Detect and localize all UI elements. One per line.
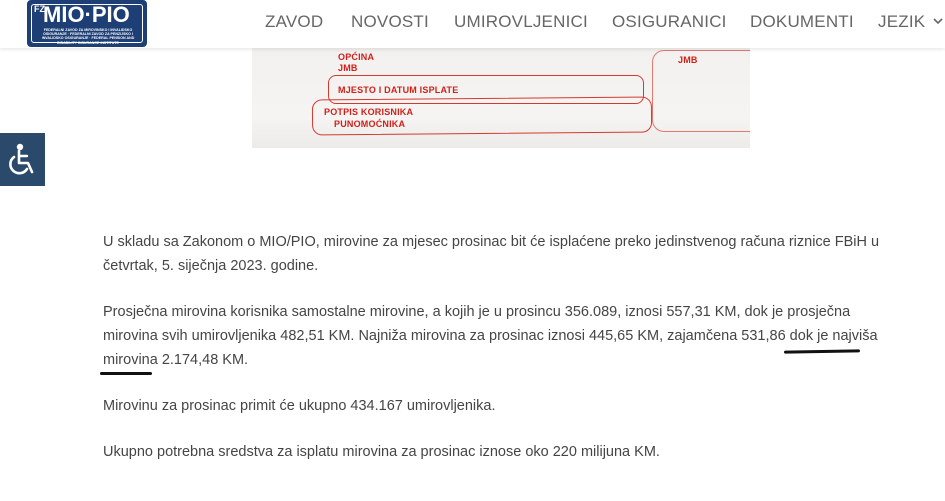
form-label-mjesto: MJESTO I DATUM ISPLATE [338,85,459,95]
wheelchair-icon [0,133,45,186]
form-label-potpis: POTPIS KORISNIKA [324,107,414,117]
mio-pio-logo[interactable] [27,0,147,47]
logo-fz-mark: FZ [34,4,45,14]
logo-subtitle: FEDERALNI ZAVOD ZA MIROVINSKO I INVALIDSKO OSIGURANJE · FEDERALNI ZAVOD ZA PENZIJSKO I INVALIDSKO OSIGURANJE · FEDERAL PENSION AND DISABILITY INSURANCE INSTITUTE [41,28,135,45]
nav-item-dokumenti[interactable]: DOKUMENTI [750,12,854,31]
article-paragraph-recipients: Mirovinu za prosinac primit će ukupno 434.167 umirovljenika. [103,398,496,414]
nav-item-novosti[interactable]: NOVOSTI [351,12,429,31]
averages-text-1: Prosječna mirovina korisnika samostalne mirovine, a kojih je u prosincu 356.089, iznosi 557,31 KM, dok je prosječna mirovina svih umirovljenika 482,51 KM. Najniža mirovina za prosinac iznosi 445,65 KM, [103,304,851,344]
nav-item-umirovljenici[interactable]: UMIROVLJENICI [454,12,588,31]
form-label-punomocnika: PUNOMOĆNIKA [334,119,406,129]
guaranteed-word: zajamčena [667,328,738,344]
payment-slip-image [252,48,750,148]
form-label-jmb-right: JMB [678,55,698,65]
nav-item-zavod[interactable]: ZAVOD [265,12,324,31]
underline-mark-amount [100,372,152,375]
chevron-down-icon [933,14,943,28]
guaranteed-amount: 531,86 [741,328,786,344]
accessibility-button[interactable] [0,133,45,186]
article-paragraph-total-funds: Ukupno potrebna sredstva za isplatu mirovina za prosinac iznose oko 220 milijuna KM. [103,444,660,460]
nav-item-osiguranici[interactable]: OSIGURANICI [612,12,727,31]
nav-item-jezik-label: JEZIK [878,12,926,31]
logo-title: MIO·PIO [43,2,130,27]
nav-item-jezik[interactable] [878,12,943,32]
form-label-jmb-left: JMB [338,63,358,73]
form-label-opcina: OPĆINA [338,52,375,62]
article-paragraph-payment-date: U skladu sa Zakonom o MIO/PIO, mirovine za mjesec prosinac bit će isplaćene preko jedinstvenog računa riznice FBiH u četvrtak, 5. siječnja 2023. godine. [103,234,880,274]
form-box-right [652,50,750,132]
article-paragraph-averages [103,300,903,372]
article-body [103,230,903,486]
site-header [0,0,945,48]
averages-text-2: dok je najviša mirovina 2.174,48 KM. [103,328,878,368]
